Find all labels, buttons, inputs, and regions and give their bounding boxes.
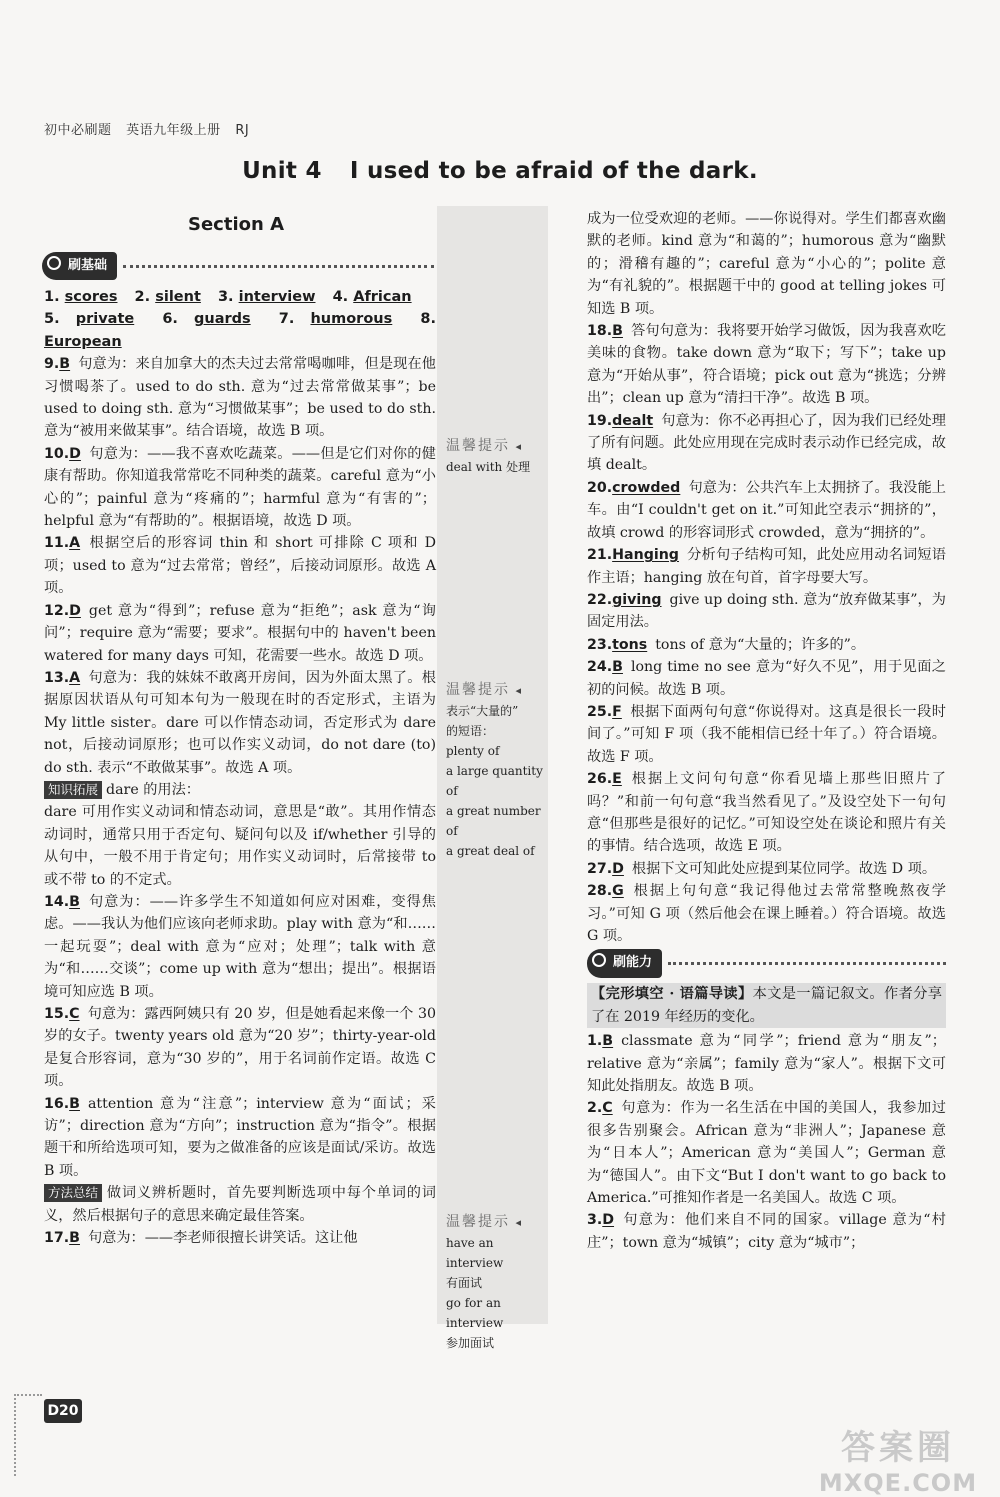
answer-num: 4. — [332, 289, 349, 305]
answer-num: 7. — [278, 311, 295, 328]
answer-num: 2. — [134, 289, 151, 305]
q-explanation: 根据上句句意“我记得他过去常常整晚熬夜学习。”可知 G 项（然后他会在课上睡着。）符合语境。故选 G 项。 — [587, 883, 946, 944]
question-22 — [587, 589, 946, 634]
question-27 — [587, 858, 946, 880]
question-11 — [44, 532, 436, 599]
q-answer: F — [612, 703, 622, 720]
basic-badge: 刷基础 — [42, 252, 117, 280]
question-23 — [587, 634, 946, 656]
question-18 — [587, 320, 946, 410]
q-num: 23. — [587, 636, 613, 653]
q-explanation: get 意为“得到”；refuse 意为“拒绝”；ask 意为“询问”；require 意为“需要；要求”。根据句中的 haven't been watered for many days 可知，花需要一些水。故选 D 项。 — [44, 602, 436, 664]
q-explanation: tons of 意为“大量的；许多的”。 — [655, 636, 866, 653]
tip-3 — [446, 1212, 550, 1353]
q-explanation: 句意为：露西阿姨只有 20 岁，但是她看起来像一个 30 岁的女子。twenty years old 意为“20 岁”；thirty-year-old 是复合形容词，意为“30 岁的”，用于名词前作定语。故选 C 项。 — [44, 1006, 436, 1090]
q-explanation: 句意为：来自加拿大的杰夫过去常常喝咖啡，但是现在他习惯喝茶了。used to do sth. 意为“过去常常做某事”；be used to doing sth. 意为“习惯做某事”；be used to do sth. 意为“被用来做某事”。结合语境，故选 B 项。 — [44, 356, 436, 440]
q-num: 13. — [44, 669, 70, 686]
watermark-line-2: MXQE.COM — [818, 1469, 978, 1497]
q-answer: A — [69, 535, 81, 552]
q-num: 27. — [587, 860, 613, 877]
tip-line: go for an interview — [446, 1296, 504, 1330]
q-num: 25. — [587, 703, 613, 720]
method-body: 做词义辨析题时，首先要判断选项中每个单词的词义，然后根据句子的意思来确定最佳答案。 — [44, 1185, 436, 1224]
q-answer: giving — [612, 591, 662, 608]
q-explanation: 句意为：公共汽车上太拥挤了。我没能上车。由“I couldn't get on it.”可知此空表示“拥挤的”，故填 crowd 的形容词形式 crowded，意为“拥挤的”。 — [587, 479, 946, 541]
edition: RJ — [235, 123, 250, 138]
unit-title — [0, 158, 1000, 184]
cloze-guide — [587, 983, 946, 1028]
answer-row-2 — [44, 308, 436, 353]
question-19 — [587, 410, 946, 477]
tip-2 — [446, 680, 550, 861]
answer-word: silent — [155, 289, 201, 305]
q-num: 2. — [587, 1100, 603, 1117]
q-num: 15. — [44, 1006, 70, 1022]
q-explanation: 句意为：我的妹妹不敢离开房间，因为外面太黑了。根据原因状语从句可知本句为一般现在时的否定形式，主语为 My little sister。dare 可以作情态动词，否定形式为 dare not，后接动词原形；也可以作实义动词，do not dare (to) do sth. 表示“不敢做某事”。故选 A 项。 — [44, 669, 436, 776]
question-9 — [44, 353, 436, 443]
question-21 — [587, 544, 946, 589]
question-26 — [587, 768, 946, 858]
section-title: Section A — [188, 214, 284, 235]
expand-head: dare 的用法： — [106, 781, 200, 798]
question-17-continued: 成为一位受欢迎的老师。——你说得对。学生们都喜欢幽默的老师。kind 意为“和蔼的”；humorous 意为“幽默的；滑稽有趣的”；careful 意为“小心的”；polite 意为“有礼貌的”。根据题干中的 good at telling jokes 可知选 B 项。 — [587, 211, 946, 317]
answer-3 — [218, 289, 316, 305]
tip-title: 温馨提示 ◂ — [446, 680, 550, 701]
knowledge-expansion — [44, 779, 436, 891]
tip-line: a great deal of — [446, 844, 535, 858]
basic-banner — [42, 252, 434, 280]
q-num: 17. — [44, 1230, 70, 1247]
q-answer: B — [602, 1033, 614, 1050]
q-answer: A — [69, 669, 81, 686]
answer-word: guards — [194, 311, 251, 328]
q-answer: D — [612, 860, 624, 877]
tip-line: 参加面试 — [446, 1336, 495, 1350]
method-tag: 方法总结 — [44, 1184, 102, 1202]
q-explanation: attention 意为“注意”；interview 意为“面试；采访”；direction 意为“方向”；instruction 意为“指令”。根据题干和所给选项可知，要为之做准备的应该是面试/采访。故选 B 项。 — [44, 1095, 436, 1179]
q-explanation: 答句句意为：我将要开始学习做饭，因为我喜欢吃美味的食物。take down 意为“取下；写下”；take up 意为“开始从事”，符合语境；pick out 意为“挑选；分辨出”；clean up 意为“清扫干净”。故选 B 项。 — [587, 323, 946, 407]
q-answer: G — [612, 883, 624, 900]
q-answer: tons — [612, 636, 648, 653]
page-corner-mark — [14, 1394, 42, 1476]
answer-4 — [333, 289, 412, 305]
running-header — [44, 119, 259, 138]
q-num: 24. — [587, 659, 613, 676]
question-20 — [587, 477, 946, 544]
answer-num: 8. — [420, 311, 436, 328]
question-10 — [44, 443, 436, 533]
q-num: 16. — [44, 1095, 70, 1112]
q-num: 18. — [587, 323, 613, 340]
cloze-question-1 — [587, 1030, 946, 1097]
method-summary — [44, 1182, 436, 1227]
tip-line: have an interview — [446, 1236, 504, 1270]
answer-word: European — [44, 333, 122, 350]
q-num: 10. — [44, 445, 70, 462]
q-num: 28. — [587, 883, 613, 900]
q-explanation: 根据空后的形容词 thin 和 short 可排除 C 项和 D 项；used to 意为“过去常常；曾经”，后接动词原形。故选 A 项。 — [44, 535, 436, 597]
answer-num: 5. — [44, 311, 60, 328]
q-explanation: 句意为：作为一名生活在中国的美国人，我参加过很多告别聚会。African 意为“非洲人”；Japanese 意为“日本人”；American 意为“美国人”；German 意为“德国人”。由下文“But I don't want to go back to America.”可推知作者是一名美国人。故选 C 项。 — [587, 1100, 946, 1207]
answer-1 — [44, 289, 117, 305]
cloze-question-3 — [587, 1209, 946, 1254]
q-num: 11. — [44, 535, 70, 552]
q-num: 14. — [44, 893, 70, 910]
answer-7 — [279, 311, 393, 327]
answer-2 — [135, 289, 201, 305]
q-num: 12. — [44, 602, 70, 619]
answer-num: 6. — [162, 311, 178, 328]
q-answer: B — [59, 356, 71, 373]
q-answer: E — [612, 771, 622, 788]
q-num: 3. — [587, 1212, 603, 1229]
q-num: 1. — [587, 1033, 603, 1050]
tip-line: 表示“大量的” — [446, 704, 519, 718]
tip-line: a large quantity of — [446, 764, 543, 798]
q-answer: crowded — [612, 479, 681, 496]
answer-num: 1. — [44, 289, 60, 305]
q-explanation: 根据下文可知此处应提到某位同学。故选 D 项。 — [631, 860, 937, 877]
banner-dots — [123, 265, 434, 268]
q-answer: dealt — [612, 412, 654, 429]
q-explanation: 句意为：你不必再担心了，因为我们已经处理了所有问题。此处应用现在完成时表示动作已经完成，故填 dealt。 — [587, 412, 946, 474]
q-answer: D — [69, 602, 81, 619]
q-answer: B — [612, 323, 623, 340]
q-answer: D — [69, 445, 81, 462]
cloze-question-2 — [587, 1097, 946, 1209]
q-num: 22. — [587, 591, 613, 608]
unit-number: Unit 4 — [242, 158, 322, 184]
q-explanation: 根据上文问句句意“你看见墙上那些旧照片了吗？”和前一句句意“我当然看见了。”及设空处下一句句意“但那些是很好的记忆。”可知设空处在谈论和照片有关的事情。结合选项，故选 E 项。 — [587, 771, 946, 855]
answer-row-1 — [44, 286, 436, 308]
q-answer: C — [602, 1100, 613, 1117]
tip-line: a great number of — [446, 804, 541, 838]
q-explanation: 句意为：——许多学生不知道如何应对困难，变得焦虑。——我认为他们应该向老师求助。play with 意为“和……一起玩耍”；deal with 意为“应对；处理”；talk with 意为“和……交谈”；come up with 意为“想出；提出”。根据语境可知应选 B 项。 — [44, 893, 436, 1000]
expand-body: dare 可用作实义动词和情态动词，意思是“敢”。其用作情态动词时，通常只用于否定句、疑问句以及 if/whether 引导的从句中，一般不用于肯定句；用作实义动词时，后常接带 to 或不带 to 的不定式。 — [44, 804, 436, 888]
answer-word: private — [75, 311, 135, 328]
q-explanation: long time no see 意为“好久不见”，用于见面之初的问候。故选 B 项。 — [587, 659, 946, 698]
tip-line: plenty of — [446, 744, 500, 758]
q-num: 9. — [44, 356, 60, 373]
book-name: 初中必刷题 — [44, 123, 112, 138]
answer-num: 3. — [217, 289, 234, 305]
question-12 — [44, 600, 436, 667]
q-answer: B — [612, 659, 623, 676]
q-num: 20. — [587, 479, 613, 496]
q-explanation: 句意为：——我不喜欢吃蔬菜。——但是它们对你的健康有帮助。你知道我常常吃不同种类的蔬菜。careful 意为“小心的”；painful 意为“疼痛的”；harmful 意为“有害的”；helpful 意为“有帮助的”。根据语境，故选 D 项。 — [44, 445, 436, 530]
subject-name: 英语九年级上册 — [126, 123, 221, 138]
answer-word: scores — [64, 289, 118, 305]
q-num: 19. — [587, 412, 613, 429]
site-watermark — [804, 1420, 992, 1497]
q-explanation: 句意为：——李老师很擅长讲笑话。这让他 — [87, 1230, 358, 1247]
banner-dots — [668, 962, 946, 965]
q-answer: Hanging — [612, 547, 679, 564]
cloze-label: 【完形填空 · 语篇导读】 — [591, 986, 753, 1003]
q-explanation: 根据下面两句句意“你说得对。这真是很长一段时间了。”可知 F 项（我不能相信已经十年了。）符合语境。故选 F 项。 — [587, 703, 946, 765]
q-num: 21. — [587, 547, 613, 564]
q-answer: B — [69, 893, 80, 910]
answer-word: African — [353, 289, 412, 305]
unit-title-text: I used to be afraid of the dark. — [349, 158, 758, 184]
q-explanation: 分析句子结构可知，此处应用动名词短语作主语；hanging 放在句首，首字母要大写。 — [587, 547, 946, 586]
question-17 — [44, 1227, 436, 1249]
question-15 — [44, 1003, 436, 1093]
left-column — [44, 257, 436, 1249]
question-13 — [44, 667, 436, 779]
tip-title: 温馨提示 ◂ — [446, 1212, 550, 1233]
cloze-body: 本文是一篇记叙文。作者分享了在 2019 年经历的变化。 — [591, 986, 942, 1025]
page-number: D20 — [44, 1399, 82, 1423]
answer-word: interview — [238, 289, 316, 305]
question-24 — [587, 656, 946, 701]
ability-banner — [587, 949, 946, 977]
expand-tag: 知识拓展 — [44, 781, 102, 799]
ability-badge: 刷能力 — [587, 949, 662, 977]
q-answer: D — [602, 1212, 615, 1229]
question-14 — [44, 891, 436, 1003]
tip-line: deal with 处理 — [446, 460, 531, 474]
q-explanation: give up doing sth. 意为“放弃做某事”，为固定用法。 — [587, 591, 946, 631]
right-column — [587, 208, 946, 1254]
question-25 — [587, 701, 946, 768]
q-answer: B — [69, 1230, 80, 1247]
answer-6 — [162, 311, 250, 327]
tip-line: 的短语： — [446, 724, 495, 738]
q-num: 26. — [587, 771, 613, 788]
tip-1 — [446, 436, 550, 477]
answer-5 — [44, 311, 134, 327]
q-explanation: 句意为：他们来自不同的国家。village 意为“村庄”；town 意为“城镇”；city 意为“城市”； — [587, 1212, 946, 1251]
q-answer: B — [69, 1095, 80, 1112]
question-28 — [587, 880, 946, 947]
q-answer: C — [69, 1006, 80, 1022]
answer-word: humorous — [310, 311, 393, 328]
tip-line: 有面试 — [446, 1276, 483, 1290]
question-16 — [44, 1093, 436, 1183]
watermark-line-1: 答案圈 — [841, 1428, 955, 1468]
q-explanation: classmate 意为“同学”；friend 意为“朋友”；relative 意为“亲属”；family 意为“家人”。根据下文可知此处指朋友。故选 B 项。 — [587, 1033, 946, 1095]
tip-title: 温馨提示 ◂ — [446, 436, 550, 457]
